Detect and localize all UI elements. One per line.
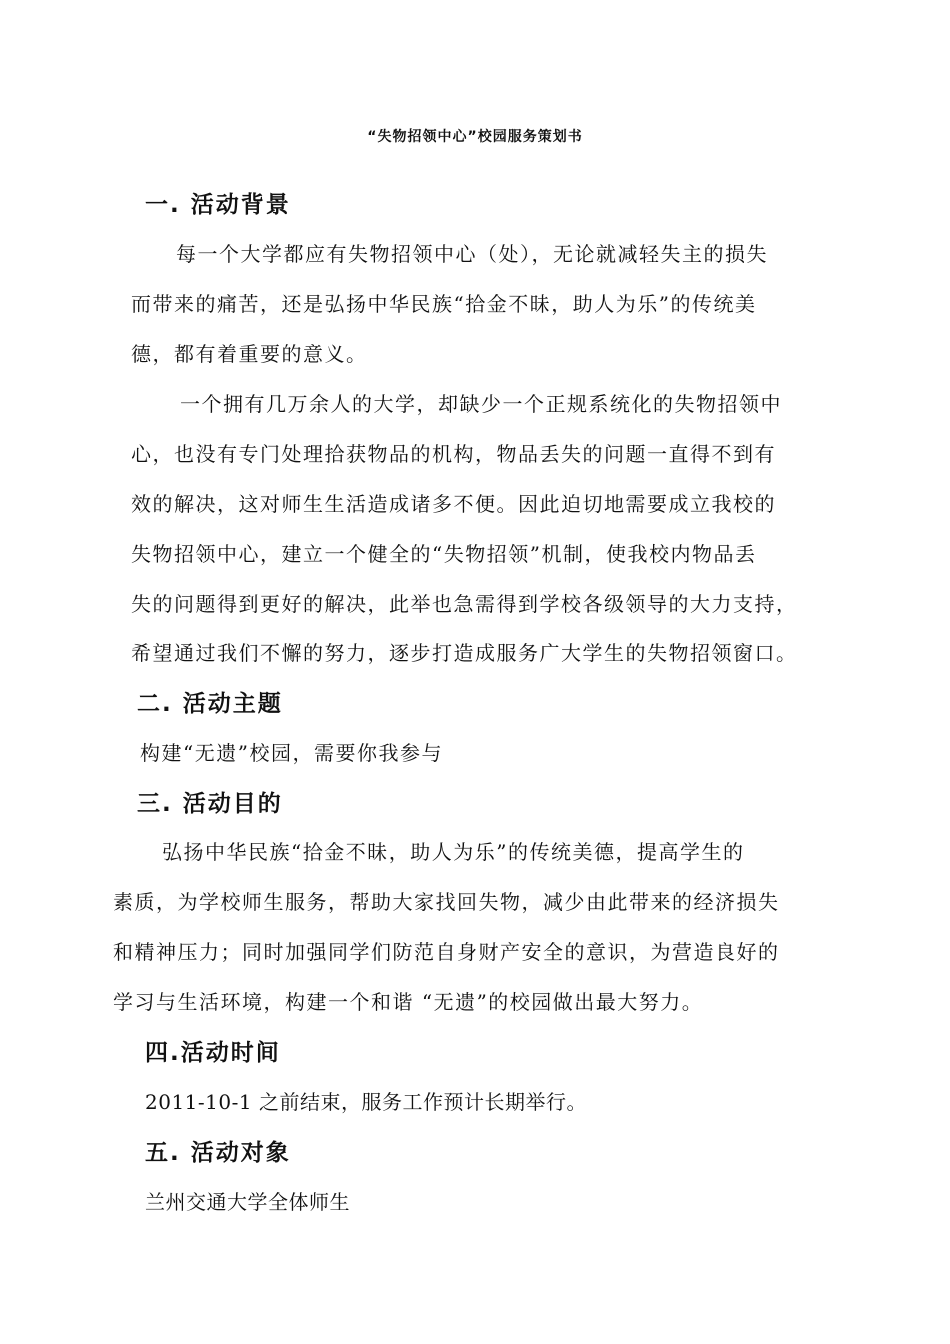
paragraph-line: 失物招领中心，建立一个健全的“失物招领”机制，使我校内物品丢: [131, 542, 757, 566]
paragraph-line: 弘扬中华民族“拾金不昧，助人为乐”的传统美德，提高学生的: [162, 840, 745, 864]
document-title: “失物招领中心”校园服务策划书: [367, 129, 583, 145]
section-heading-background: 一. 活动背景: [145, 192, 291, 218]
paragraph-line: 和精神压力；同时加强同学们防范自身财产安全的意识，为营造良好的: [113, 940, 780, 964]
section-heading-time: 四.活动时间: [145, 1040, 281, 1066]
paragraph-line: 心，也没有专门处理拾获物品的机构，物品丢失的问题一直得不到有: [131, 442, 776, 466]
paragraph-line: 一个拥有几万余人的大学，却缺少一个正规系统化的失物招领中: [180, 392, 782, 416]
paragraph-line: 而带来的痛苦，还是弘扬中华民族“拾金不昧，助人为乐”的传统美: [131, 292, 757, 316]
section-heading-theme: 二. 活动主题: [137, 691, 283, 717]
paragraph-line: 兰州交通大学全体师生: [145, 1190, 350, 1214]
paragraph-line: 德，都有着重要的意义。: [131, 342, 368, 366]
paragraph-line: 构建“无遗”校园，需要你我参与: [140, 741, 443, 765]
paragraph-line: 2011-10-1 之前结束，服务工作预计长期举行。: [145, 1090, 587, 1114]
paragraph-line: 失的问题得到更好的解决，此举也急需得到学校各级领导的大力支持，: [131, 592, 798, 616]
paragraph-line: 希望通过我们不懈的努力，逐步打造成服务广大学生的失物招领窗口。: [131, 641, 798, 665]
paragraph-line: 学习与生活环境，构建一个和谐 “无遗”的校园做出最大努力。: [113, 990, 704, 1014]
paragraph-line: 每一个大学都应有失物招领中心（处），无论就减轻失主的损失: [176, 242, 768, 266]
section-heading-purpose: 三. 活动目的: [137, 791, 283, 817]
section-heading-audience: 五. 活动对象: [145, 1140, 291, 1166]
paragraph-line: 效的解决，这对师生生活造成诸多不便。因此迫切地需要成立我校的: [131, 492, 776, 516]
paragraph-line: 素质，为学校师生服务，帮助大家找回失物，减少由此带来的经济损失: [113, 890, 780, 914]
